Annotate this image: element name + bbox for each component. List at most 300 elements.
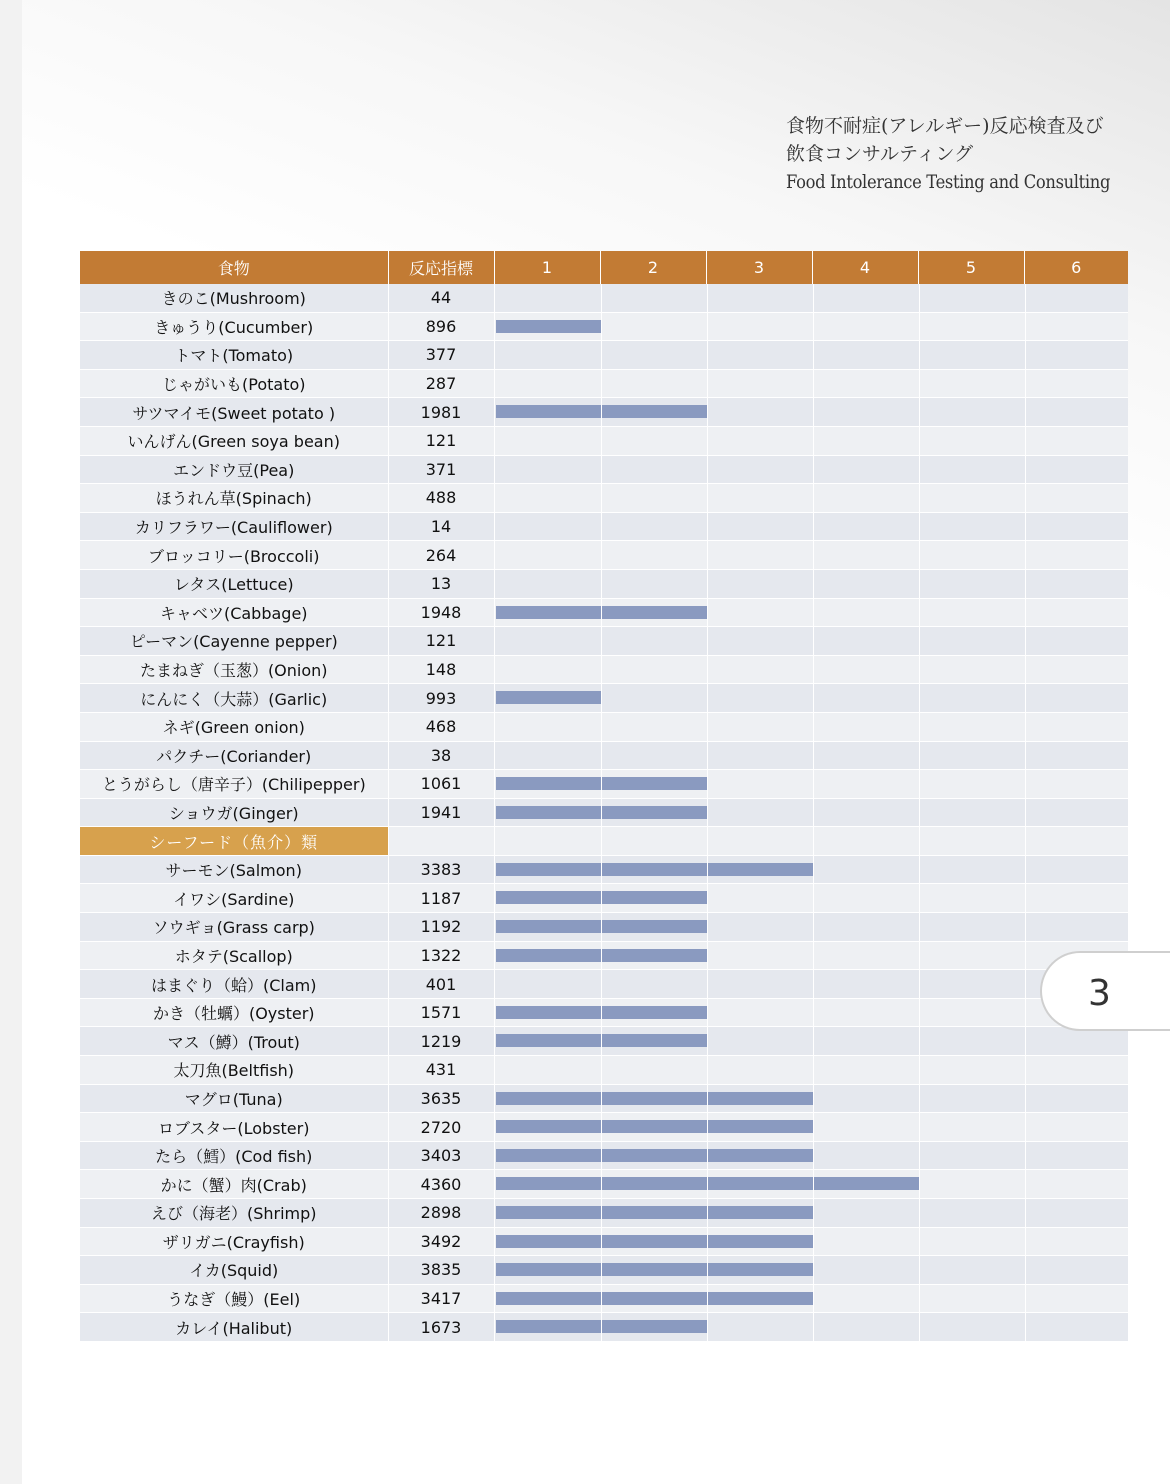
level-chart-cell [494,913,1128,942]
grid-divider [707,599,708,627]
level-chart-cell [494,455,1128,484]
grid-divider [919,427,920,455]
grid-divider [601,456,602,484]
grid-divider [1025,827,1026,855]
bar-segment-divider [601,777,602,790]
grid-divider [1025,484,1026,512]
grid-divider [1025,684,1026,712]
food-intolerance-table [80,251,1128,1342]
grid-divider [601,570,602,598]
grid-divider [707,913,708,941]
grid-divider [1025,627,1026,655]
grid-divider [919,656,920,684]
grid-divider [1025,284,1026,312]
grid-divider [813,913,814,941]
level-chart-cell [494,1199,1128,1228]
food-name: イワシ(Sardine) [80,884,388,913]
food-name: パクチー(Coriander) [80,741,388,770]
level-chart-cell [494,1056,1128,1085]
grid-divider [601,313,602,341]
reaction-index: 371 [388,455,494,484]
food-name: ほうれん草(Spinach) [80,484,388,513]
level-chart-cell [494,1313,1128,1342]
table-row [80,1084,1128,1113]
food-name: ソウギョ(Grass carp) [80,913,388,942]
bar-segment-divider [707,1292,708,1305]
grid-divider [601,827,602,855]
grid-divider [1025,398,1026,426]
grid-divider [813,1056,814,1084]
grid-divider [1025,1085,1026,1113]
reaction-index: 4360 [388,1170,494,1199]
table-row [80,312,1128,341]
bar-segment-divider [601,1206,602,1219]
reaction-index: 3835 [388,1256,494,1285]
grid-divider [1025,1056,1026,1084]
grid-divider [813,341,814,369]
grid-divider [601,742,602,770]
grid-divider [919,970,920,998]
grid-divider [1025,656,1026,684]
grid-divider [1025,1199,1026,1227]
bar-segment-divider [601,606,602,619]
level-chart-cell [494,798,1128,827]
grid-divider [919,513,920,541]
grid-divider [707,970,708,998]
grid-divider [813,398,814,426]
table-row [80,1313,1128,1342]
bar-segment-divider [601,405,602,418]
grid-divider [1025,770,1026,798]
reaction-index: 1941 [388,798,494,827]
grid-divider [1025,1027,1026,1055]
reaction-level-bar [496,1206,813,1219]
header-title-jp-line1: 食物不耐症(アレルギー)反応検査及び [786,115,1104,137]
reaction-level-bar [496,1235,813,1248]
grid-divider [601,627,602,655]
grid-divider [919,541,920,569]
bar-segment-divider [601,891,602,904]
grid-divider [813,884,814,912]
grid-divider [707,398,708,426]
reaction-level-bar [496,691,601,704]
grid-divider [919,913,920,941]
grid-divider [919,284,920,312]
grid-divider [1025,313,1026,341]
grid-divider [707,513,708,541]
grid-divider [813,513,814,541]
level-chart-cell [494,1113,1128,1142]
grid-divider [601,284,602,312]
grid-divider [601,484,602,512]
grid-divider [1025,1285,1026,1313]
reaction-index: 377 [388,341,494,370]
grid-divider [813,1285,814,1313]
table-row [80,884,1128,913]
bar-segment-divider [707,1149,708,1162]
level-chart-cell [494,312,1128,341]
reaction-index: 1981 [388,398,494,427]
food-name: かき（牡蠣）(Oyster) [80,998,388,1027]
reaction-level-bar [496,1092,813,1105]
food-name: イカ(Squid) [80,1256,388,1285]
table-row [80,1199,1128,1228]
food-name: ショウガ(Ginger) [80,798,388,827]
food-name: とうがらし（唐辛子）(Chilipepper) [80,770,388,799]
table-row [80,998,1128,1027]
reaction-index: 148 [388,655,494,684]
reaction-index: 3403 [388,1141,494,1170]
grid-divider [707,370,708,398]
grid-divider [707,427,708,455]
page-number: 3 [1088,973,1111,1014]
grid-divider [1025,341,1026,369]
level-chart-cell [494,970,1128,999]
reaction-index: 264 [388,541,494,570]
bar-segment-divider [707,1235,708,1248]
grid-divider [1025,570,1026,598]
reaction-index: 401 [388,970,494,999]
grid-divider [813,970,814,998]
grid-divider [1025,370,1026,398]
grid-divider [707,313,708,341]
header-title-en: Food Intolerance Testing and Consulting [786,171,1111,193]
grid-divider [601,970,602,998]
reaction-index: 1322 [388,941,494,970]
table-row [80,398,1128,427]
grid-divider [707,456,708,484]
table-header-row [80,251,1128,284]
reaction-index: 3492 [388,1227,494,1256]
grid-divider [813,1113,814,1141]
grid-divider [707,684,708,712]
grid-divider [707,484,708,512]
reaction-index: 896 [388,312,494,341]
table-row [80,1227,1128,1256]
bar-segment-divider [601,1263,602,1276]
grid-divider [707,1313,708,1341]
grid-divider [919,484,920,512]
grid-divider [707,884,708,912]
table-row [80,1284,1128,1313]
food-name: かに（蟹）肉(Crab) [80,1170,388,1199]
bar-segment-divider [601,1292,602,1305]
grid-divider [919,684,920,712]
bar-segment-divider [707,1120,708,1133]
grid-divider [1025,942,1026,970]
table-row [80,1056,1128,1085]
grid-divider [707,656,708,684]
grid-divider [813,942,814,970]
table-row [80,455,1128,484]
grid-divider [707,1027,708,1055]
grid-divider [601,713,602,741]
grid-divider [1025,599,1026,627]
table-row [80,1170,1128,1199]
food-name: じゃがいも(Potato) [80,369,388,398]
reaction-index: 3417 [388,1284,494,1313]
level-chart-cell [494,598,1128,627]
table-row [80,512,1128,541]
reaction-index: 1673 [388,1313,494,1342]
reaction-index: 431 [388,1056,494,1085]
table-row [80,1113,1128,1142]
table-row [80,484,1128,513]
grid-divider [919,1170,920,1198]
reaction-index: 2720 [388,1113,494,1142]
grid-divider [601,684,602,712]
grid-divider [707,770,708,798]
grid-divider [707,827,708,855]
grid-divider [919,1228,920,1256]
food-name: にんにく（大蒜）(Garlic) [80,684,388,713]
reaction-index: 1061 [388,770,494,799]
table-row [80,369,1128,398]
table-row [80,541,1128,570]
food-name: えび（海老）(Shrimp) [80,1199,388,1228]
level-chart-cell [494,1141,1128,1170]
food-name: カリフラワー(Cauliflower) [80,512,388,541]
table-row [80,798,1128,827]
grid-divider [919,1199,920,1227]
bar-segment-divider [707,1092,708,1105]
table-row [80,770,1128,799]
level-chart-cell [494,1084,1128,1113]
bar-segment-divider [601,920,602,933]
food-name: ネギ(Green onion) [80,712,388,741]
level-chart-cell [494,712,1128,741]
table-row [80,1141,1128,1170]
reaction-level-bar [496,1149,813,1162]
grid-divider [1025,1313,1026,1341]
level-chart-cell [494,426,1128,455]
bar-segment-divider [707,1177,708,1190]
grid-divider [707,541,708,569]
bar-segment-divider [601,1120,602,1133]
grid-divider [813,827,814,855]
grid-divider [1025,713,1026,741]
grid-divider [919,1113,920,1141]
grid-divider [813,713,814,741]
grid-divider [813,770,814,798]
level-chart-cell [494,998,1128,1027]
grid-divider [707,627,708,655]
food-name: ブロッコリー(Broccoli) [80,541,388,570]
level-chart-cell [494,541,1128,570]
grid-divider [919,999,920,1027]
level-chart-cell [494,484,1128,513]
bar-segment-divider [707,863,708,876]
reaction-index: 1192 [388,913,494,942]
grid-divider [813,284,814,312]
grid-divider [919,599,920,627]
column-header-level-4: 4 [812,251,918,284]
grid-divider [919,1056,920,1084]
table-row [80,284,1128,312]
column-header-level-3: 3 [706,251,812,284]
level-chart-cell [494,341,1128,370]
level-chart-cell [494,1027,1128,1056]
food-name: トマト(Tomato) [80,341,388,370]
reaction-level-bar [496,863,813,876]
food-name: たら（鱈）(Cod fish) [80,1141,388,1170]
table-row [80,684,1128,713]
grid-divider [919,341,920,369]
grid-divider [919,942,920,970]
grid-divider [813,541,814,569]
grid-divider [1025,541,1026,569]
reaction-index: 3383 [388,855,494,884]
column-header-level-2: 2 [600,251,706,284]
food-name: エンドウ豆(Pea) [80,455,388,484]
table-row [80,341,1128,370]
grid-divider [919,884,920,912]
grid-divider [707,942,708,970]
column-header-index: 反応指標 [388,251,494,284]
grid-divider [707,1056,708,1084]
reaction-index: 1219 [388,1027,494,1056]
food-name: サツマイモ(Sweet potato ) [80,398,388,427]
grid-divider [919,1313,920,1341]
grid-divider [919,1256,920,1284]
grid-divider [1025,742,1026,770]
grid-divider [1025,1142,1026,1170]
grid-divider [813,599,814,627]
category-label: シーフード（魚介）類 [80,827,388,856]
grid-divider [1025,456,1026,484]
grid-divider [1025,1170,1026,1198]
table-row [80,655,1128,684]
grid-divider [601,513,602,541]
food-name: ロブスター(Lobster) [80,1113,388,1142]
bar-segment-divider [601,1006,602,1019]
column-header-food: 食物 [80,251,388,284]
grid-divider [919,856,920,884]
grid-divider [919,313,920,341]
grid-divider [813,313,814,341]
table-row [80,913,1128,942]
reaction-index: 38 [388,741,494,770]
bar-segment-divider [707,1263,708,1276]
level-chart-cell [494,284,1128,312]
grid-divider [813,370,814,398]
grid-divider [601,656,602,684]
table-row [80,1256,1128,1285]
reaction-index: 1571 [388,998,494,1027]
food-name: マス（鱒）(Trout) [80,1027,388,1056]
food-name: ザリガニ(Crayfish) [80,1227,388,1256]
grid-divider [1025,913,1026,941]
grid-divider [707,713,708,741]
grid-divider [813,1142,814,1170]
level-chart-cell [494,741,1128,770]
level-chart-cell [494,1170,1128,1199]
table-row [80,855,1128,884]
level-chart-cell [494,827,1128,856]
bar-segment-divider [601,1034,602,1047]
grid-divider [1025,970,1026,998]
grid-divider [1025,427,1026,455]
reaction-index: 121 [388,627,494,656]
food-name: サーモン(Salmon) [80,855,388,884]
table-row [80,941,1128,970]
grid-divider [1025,799,1026,827]
reaction-index: 1948 [388,598,494,627]
table-row [80,712,1128,741]
grid-divider [601,370,602,398]
food-name: たまねぎ（玉葱）(Onion) [80,655,388,684]
grid-divider [919,398,920,426]
food-name: キャベツ(Cabbage) [80,598,388,627]
reaction-index [388,827,494,856]
grid-divider [813,627,814,655]
grid-divider [707,999,708,1027]
page-number-tab [1040,951,1170,1031]
food-name: いんげん(Green soya bean) [80,426,388,455]
reaction-index: 287 [388,369,494,398]
level-chart-cell [494,941,1128,970]
grid-divider [919,370,920,398]
level-chart-cell [494,1284,1128,1313]
level-chart-cell [494,627,1128,656]
food-name: きのこ(Mushroom) [80,284,388,312]
reaction-level-bar [496,1292,813,1305]
grid-divider [919,1142,920,1170]
bar-segment-divider [601,863,602,876]
column-header-level-1: 1 [494,251,600,284]
grid-divider [707,742,708,770]
grid-divider [813,484,814,512]
reaction-index: 14 [388,512,494,541]
grid-divider [919,1027,920,1055]
grid-divider [919,827,920,855]
grid-divider [813,999,814,1027]
grid-divider [1025,513,1026,541]
table-row [80,569,1128,598]
reaction-level-bar [496,1263,813,1276]
table-row [80,970,1128,999]
bar-segment-divider [601,1235,602,1248]
bar-segment-divider [813,1177,814,1190]
grid-divider [919,742,920,770]
grid-divider [813,1027,814,1055]
grid-divider [813,1199,814,1227]
grid-divider [813,799,814,827]
food-name: きゅうり(Cucumber) [80,312,388,341]
table-row [80,741,1128,770]
grid-divider [1025,1256,1026,1284]
level-chart-cell [494,1227,1128,1256]
grid-divider [707,284,708,312]
level-chart-cell [494,655,1128,684]
grid-divider [601,541,602,569]
grid-divider [919,627,920,655]
level-chart-cell [494,770,1128,799]
grid-divider [813,684,814,712]
reaction-index: 121 [388,426,494,455]
reaction-index: 13 [388,569,494,598]
grid-divider [707,341,708,369]
grid-divider [919,570,920,598]
food-name: ピーマン(Cayenne pepper) [80,627,388,656]
grid-divider [919,1085,920,1113]
grid-divider [919,713,920,741]
reaction-index: 993 [388,684,494,713]
bar-segment-divider [601,1177,602,1190]
food-name: カレイ(Halibut) [80,1313,388,1342]
grid-divider [707,570,708,598]
grid-divider [601,341,602,369]
